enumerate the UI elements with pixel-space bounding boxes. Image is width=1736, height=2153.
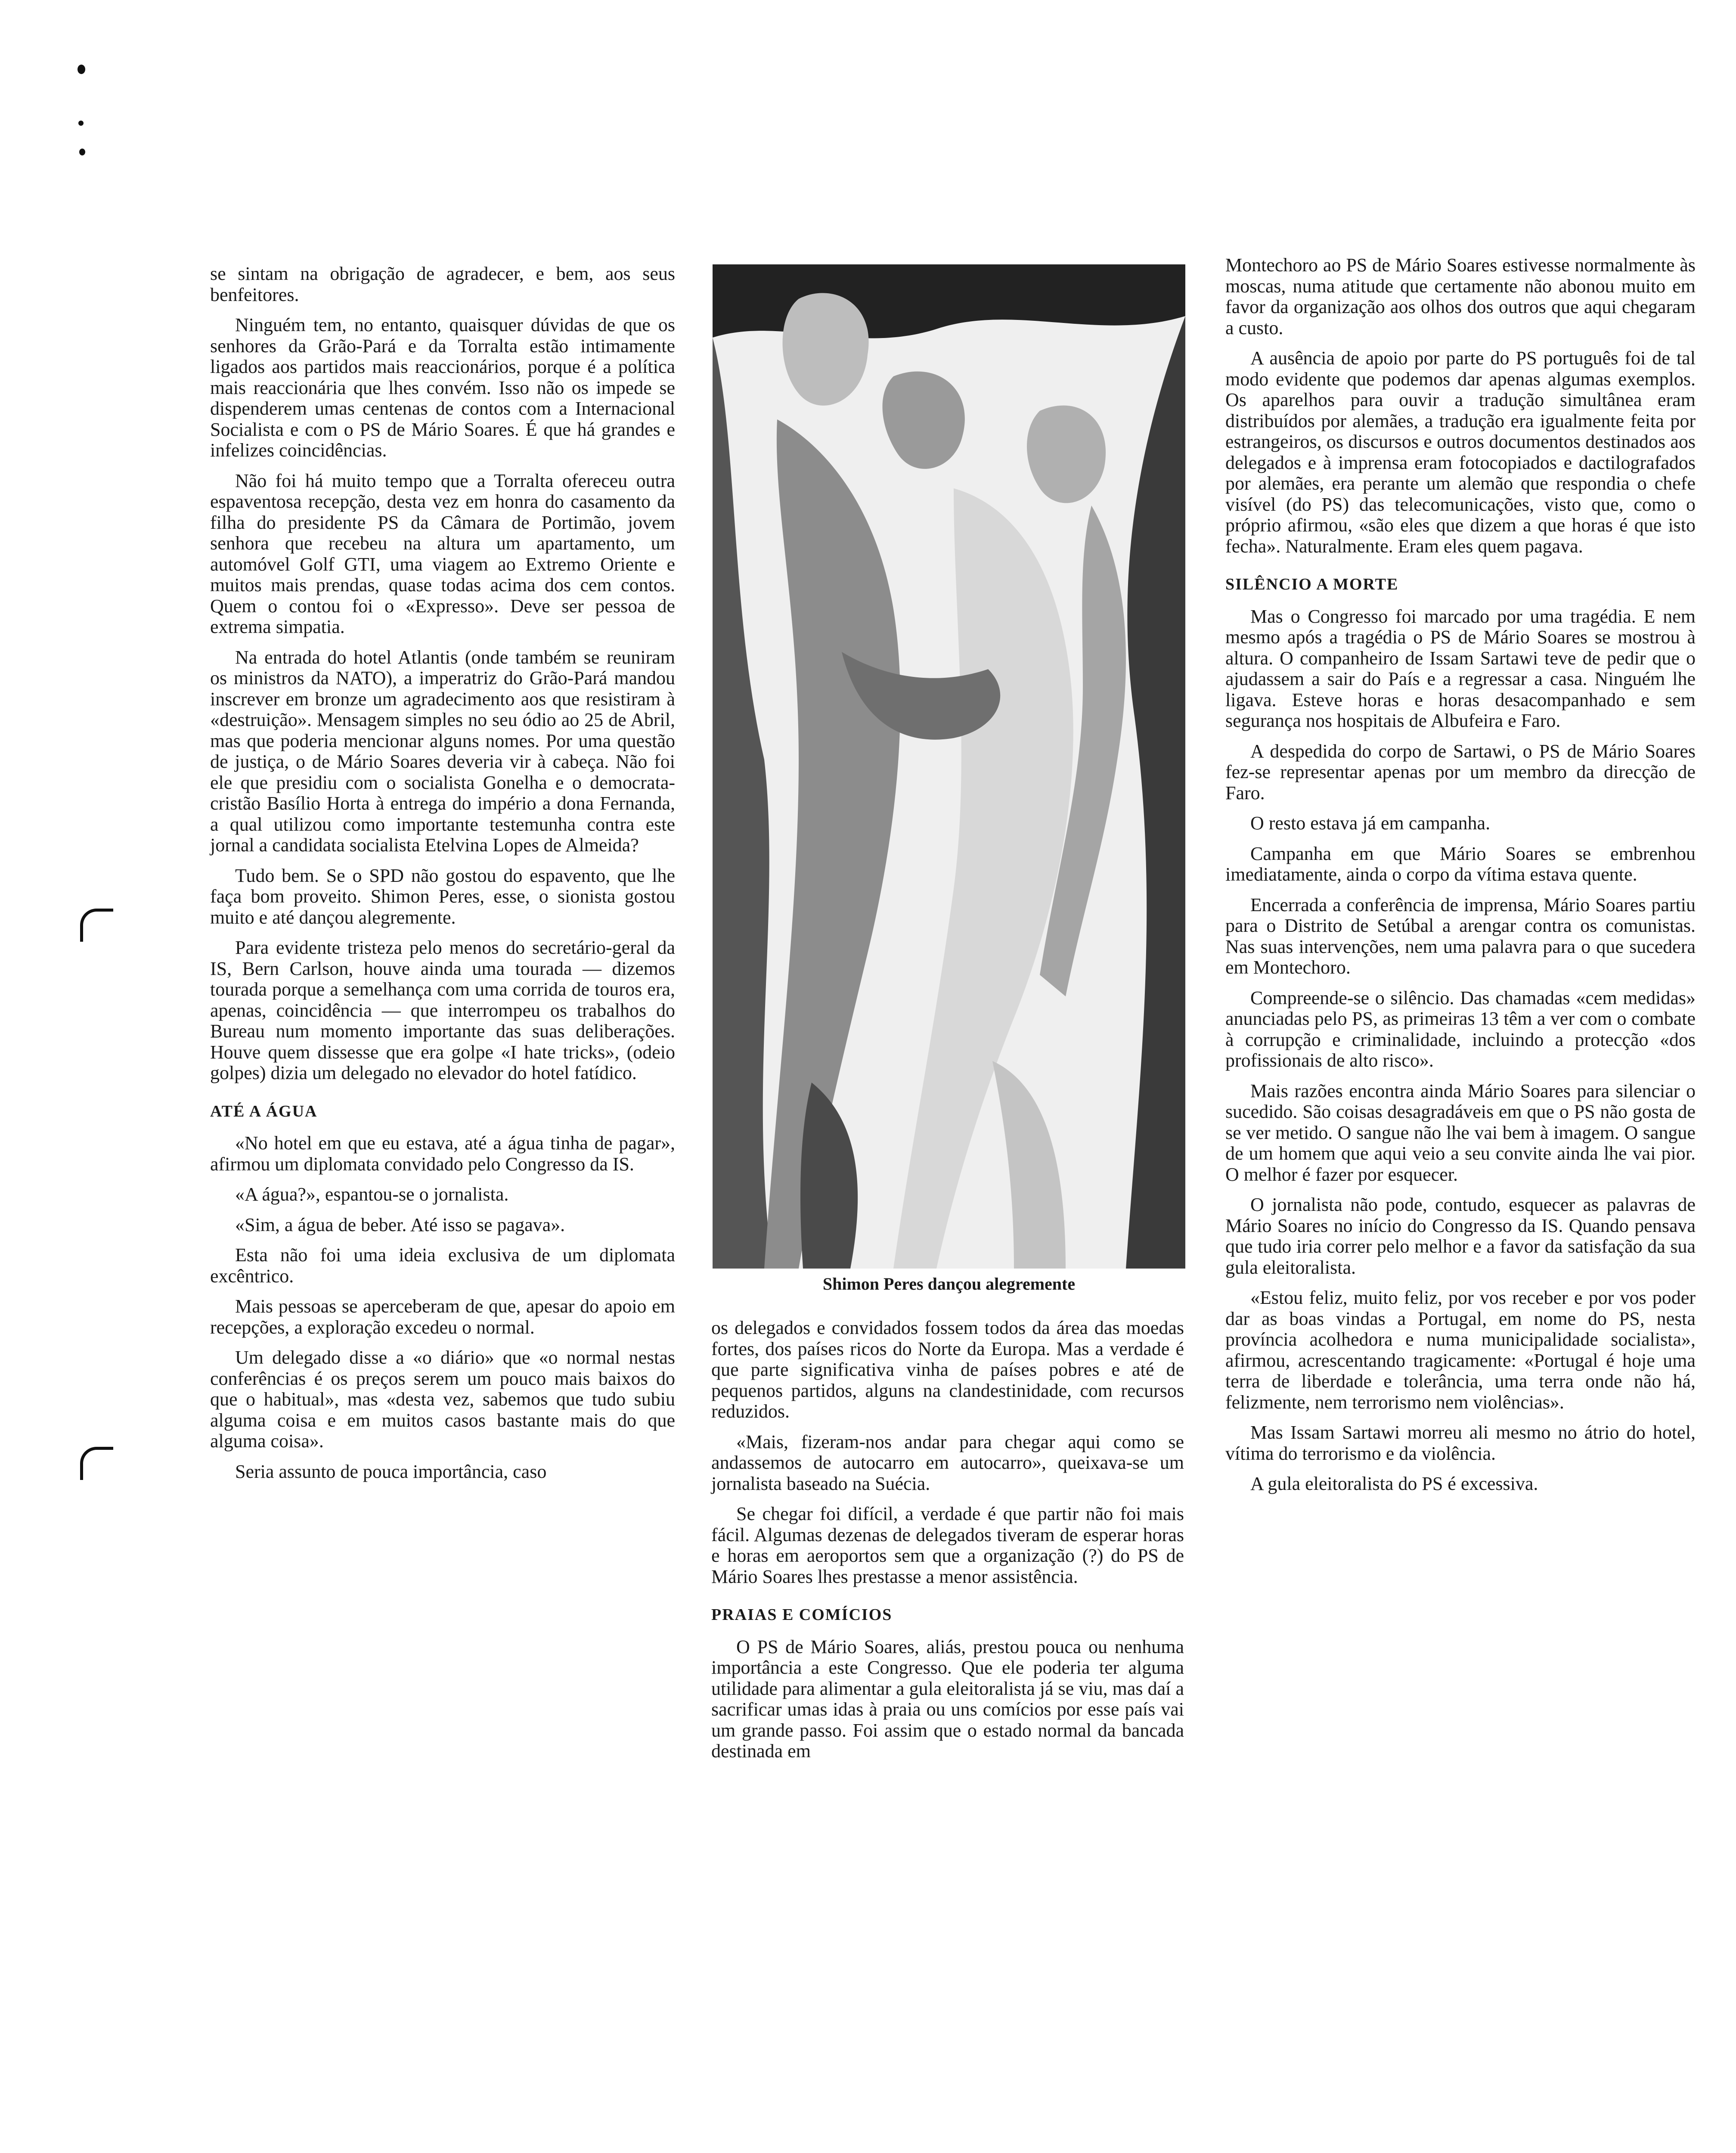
- paragraph: Mas o Congresso foi marcado por uma tragédia. E nem mesmo após a tragédia o PS de Mário Soares se mostrou à altura. O companheiro de Issam Sartawi teve de pedir que o ajudassem a sair do País e a regressar a casa. Ninguém lhe ligava. Esteve horas e horas desacompanhado e sem segurança nos hospitais de Albufeira e Faro.: [1225, 605, 1696, 731]
- paragraph: «Sim, a água de beber. Até isso se pagava».: [235, 1214, 565, 1235]
- paragraph: Ninguém tem, no entanto, quaisquer dúvidas de que os senhores da Grão-Pará e da Torralta estão intimamente ligados aos partidos mais reaccionários, porque é a política mais reaccionária que lhes convém. Isso não os impede se dispenderem umas centenas de contos com a Internacional Socialista e com o PS de Mário Soares. É que há grandes e infelizes coincidências.: [210, 314, 675, 461]
- paragraph: A ausência de apoio por parte do PS português foi de tal modo evidente que podemos dar apenas algumas exemplos. Os aparelhos para ouvir a tradução simultânea eram distribuídos por alemães, a tradução era igualmente feita por estrangeiros, os discursos e outros documentos destinados aos delegados e à imprensa eram fotocopiados e dactilografados por alemães, era perante um alemão que respondia o chefe visível (do PS) das telecomunicações, visto que, como o próprio afirmou, «são eles que dizem a que horas é que isto fecha». Naturalmente. Eram eles quem pagava.: [1225, 347, 1696, 557]
- paragraph: O jornalista não pode, contudo, esquecer as palavras de Mário Soares no início do Congresso da IS. Quando pensava que tudo iria correr pelo melhor e a favor da satisfação da sua gula eleitoralista.: [1225, 1194, 1696, 1278]
- paragraph: A gula eleitoralista do PS é excessiva.: [1250, 1473, 1538, 1494]
- section-heading: PRAIAS E COMÍCIOS: [711, 1606, 893, 1624]
- paragraph: os delegados e convidados fossem todos da área das moedas fortes, dos países ricos do Norte da Europa. Mas a verdade é que parte significativa vinha de países pobres e até de pequenos partidos, alguns na clandestinidade, com recursos reduzidos.: [711, 1317, 1184, 1422]
- article-column-3: [1225, 255, 1696, 1504]
- paragraph: Montechoro ao PS de Mário Soares estivesse normalmente às moscas, numa atitude que certamente não abonou muito em favor da organização aos olhos dos outros que aqui chegaram a custo.: [1225, 254, 1696, 338]
- section-heading: ATÉ A ÁGUA: [210, 1102, 318, 1120]
- paragraph: Para evidente tristeza pelo menos do secretário-geral da IS, Bern Carlson, houve ainda uma tourada — dizemos tourada porque a semelhança com uma corrida de touros era, apenas, coincidência — que interrompeu os trabalhos do Bureau num momento importante das suas deliberações. Houve quem dissesse que era golpe «I hate tricks», (odeio golpes) dizia um delegado no elevador do hotel fatídico.: [210, 937, 675, 1083]
- paragraph: Se chegar foi difícil, a verdade é que partir não foi mais fácil. Algumas dezenas de delegados tiveram de esperar horas e horas em aeroportos sem que a organização (?) do PS de Mário Soares lhes prestasse a menor assistência.: [711, 1503, 1184, 1587]
- margin-mark: [78, 121, 84, 126]
- paragraph: Mas Issam Sartawi morreu ali mesmo no átrio do hotel, vítima do terrorismo e da violência.: [1225, 1422, 1696, 1464]
- margin-mark: [79, 149, 85, 155]
- margin-mark: [78, 65, 85, 74]
- paragraph: O resto estava já em campanha.: [1250, 813, 1491, 834]
- paragraph: Tudo bem. Se o SPD não gostou do espavento, que lhe faça bom proveito. Shimon Peres, esse, o sionista gostou muito e até dançou alegremente.: [210, 865, 675, 928]
- paragraph: Encerrada a conferência de imprensa, Mário Soares partiu para o Distrito de Setúbal a arengar contra os comunistas. Nas suas intervenções, nem uma palavra para o que sucedera em Montechoro.: [1225, 894, 1696, 978]
- paragraph: «No hotel em que eu estava, até a água tinha de pagar», afirmou um diplomata convidado pelo Congresso da IS.: [210, 1132, 675, 1175]
- paragraph: Um delegado disse a «o diário» que «o normal nestas conferências é os preços serem um pouco mais baixos do que o habitual», mas «desta vez, sabemos que tudo subiu alguma coisa e em muitos casos bastante mais do que alguma coisa».: [210, 1347, 675, 1452]
- paragraph: «Mais, fizeram-nos andar para chegar aqui como se andassemos de autocarro em autocarro», queixava-se um jornalista baseado na Suécia.: [711, 1431, 1184, 1494]
- paragraph: Seria assunto de pouca importância, caso: [235, 1461, 547, 1482]
- paragraph: Compreende-se o silêncio. Das chamadas «cem medidas» anunciadas pelo PS, as primeiras 13 têm a ver com o combate à corrupção e criminalidade, incluindo a protecção «dos profissionais de alto risco».: [1225, 987, 1696, 1071]
- paragraph: Não foi há muito tempo que a Torralta ofereceu outra espaventosa recepção, desta vez em honra do casamento da filha do presidente PS da Câmara de Portimão, jovem senhora que recebeu na altura um apartamento, um automóvel Golf GTI, uma viagem ao Extremo Oriente e muitos mais prendas, quase todas acima dos cem contos. Quem o contou foi o «Expresso». Deve ser pessoa de extrema simpatia.: [210, 470, 675, 637]
- section-heading: SILÊNCIO A MORTE: [1225, 575, 1399, 593]
- paragraph: «A água?», espantou-se o jornalista.: [235, 1184, 509, 1205]
- article-column-2: [711, 1318, 1184, 1771]
- paragraph: O PS de Mário Soares, aliás, prestou pouca ou nenhuma importância a este Congresso. Que ele poderia ter alguma utilidade para alimentar a gula eleitoralista já se viu, mas daí a sacrificar umas idas à praia ou uns comícios por esse país vai um grande passo. Foi assim que o estado normal da bancada destinada em: [711, 1636, 1184, 1762]
- paragraph: Mais pessoas se aperceberam de que, apesar do apoio em recepções, a exploração excedeu o normal.: [210, 1296, 675, 1338]
- paragraph: Campanha em que Mário Soares se embrenhou imediatamente, ainda o corpo da vítima estava quente.: [1225, 843, 1696, 885]
- photo-caption: Shimon Peres dançou alegremente: [822, 1274, 1076, 1294]
- photo-image: [713, 264, 1185, 1269]
- paragraph: A despedida do corpo de Sartawi, o PS de Mário Soares fez-se representar apenas por um membro da direcção de Faro.: [1225, 740, 1696, 803]
- paragraph: Esta não foi uma ideia exclusiva de um diplomata excêntrico.: [210, 1244, 675, 1287]
- paragraph: Mais razões encontra ainda Mário Soares para silenciar o sucedido. São coisas desagradáveis em que o PS não gosta de se ver metido. O sangue não lhe vai bem à imagem. O sangue de um homem que aqui veio a seu convite ainda lhe vai pior. O melhor é fazer por esquecer.: [1225, 1080, 1696, 1185]
- photo-dancing: [713, 264, 1185, 1269]
- paragraph: Na entrada do hotel Atlantis (onde também se reuniram os ministros da NATO), a imperatriz do Grão-Pará mandou inscrever em bronze um agradecimento aos que resistiram à «destruição». Mensagem simples no seu ódio ao 25 de Abril, mas que poderia mencionar alguns nomes. Por uma questão de justiça, o de Mário Soares deveria vir à cabeça. Não foi ele que presidiu com o socialista Gonelha e o democrata-cristão Basílio Horta à entrega do império a dona Fernanda, a qual utilizou como importante testemunha contra este jornal a candidata socialista Etelvina Lopes de Almeida?: [210, 646, 675, 856]
- punch-hole-mark: [80, 1447, 113, 1480]
- paragraph: «Estou feliz, muito feliz, por vos receber e por vos poder dar as boas vindas a Portugal, em nome do PS, nesta província acolhedora e numa municipalidade socialista», afirmou, acrescentando tragicamente: «Portugal é hoje uma terra de liberdade e tolerância, uma terra onde não há, felizmente, nem terrorismo nem violências».: [1225, 1287, 1696, 1413]
- punch-hole-mark: [80, 909, 113, 942]
- article-column-1: [210, 264, 675, 1492]
- paragraph: se sintam na obrigação de agradecer, e bem, aos seus benfeitores.: [210, 263, 675, 305]
